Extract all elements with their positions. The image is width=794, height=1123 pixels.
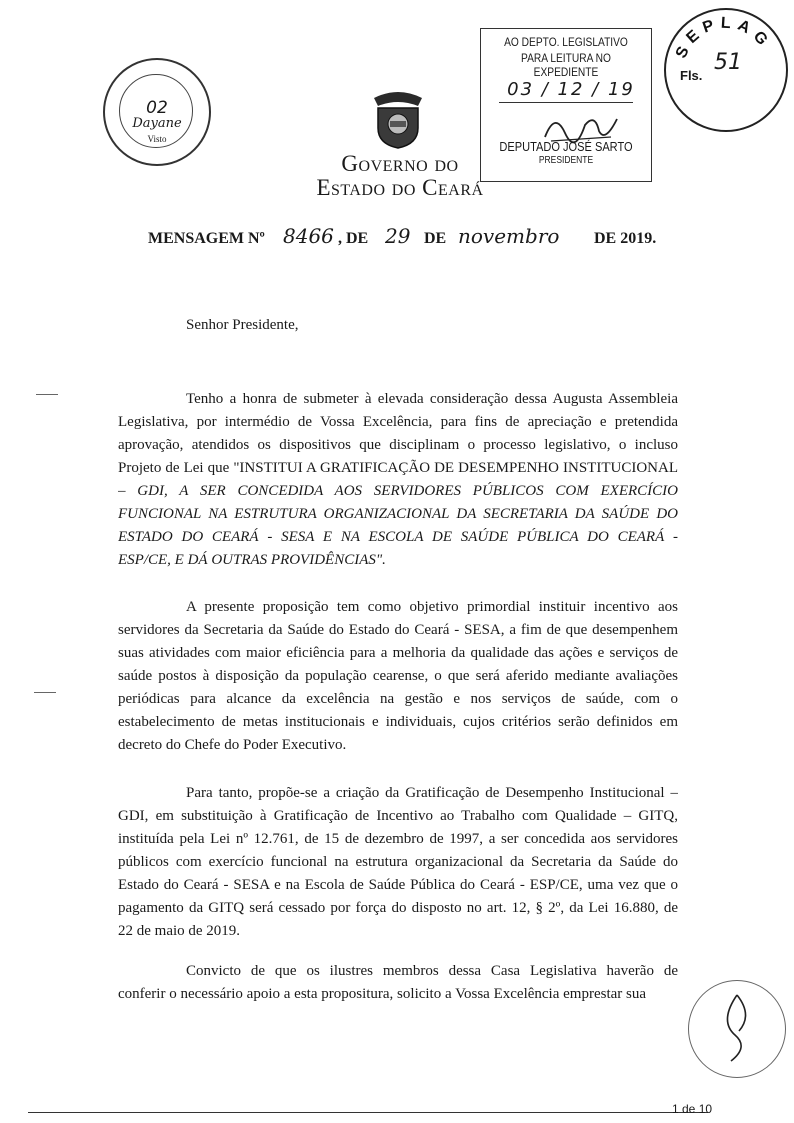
msg-day-handwritten: 29 bbox=[385, 224, 411, 248]
box-stamp-line1: AO DEPTO. LEGISLATIVO bbox=[504, 35, 628, 49]
paragraph-line: 22 de maio de 2019. bbox=[118, 923, 241, 939]
msg-sep-de: , DE bbox=[338, 230, 369, 247]
paragraph-line: públicos com exercício funcional na estrutura organizacional da Secretaria da Saúde do bbox=[118, 854, 678, 870]
paragraph-line: servidores da Secretaria da Saúde do Estado do Ceará - SESA, a fim de que desempenhem bbox=[118, 622, 678, 638]
paragraph-line: Convicto de que os ilustres membros dessa Casa Legislativa haverão de bbox=[186, 963, 678, 979]
paragraph-line: conferir o necessário apoio a esta propositura, solicito a Vossa Excelência emprestar sua bbox=[118, 986, 647, 1002]
seplag-page-number: 51 bbox=[714, 50, 742, 75]
box-stamp-date-underline bbox=[499, 102, 633, 103]
page-number: 1 de 10 bbox=[672, 1102, 713, 1116]
msg-label: MENSAGEM Nº bbox=[148, 230, 265, 247]
margin-mark bbox=[34, 692, 56, 693]
paragraph-line: estabelecimento de metas institucionais e individuais, cujos critérios serão definidos em bbox=[118, 714, 678, 730]
paragraph-line: GDI, em substituição à Gratificação de Incentivo ao Trabalho com Qualidade – GITQ, bbox=[118, 808, 678, 824]
stamp-protocol-number: 02 bbox=[146, 98, 168, 118]
paragraph-line: periódicas para alcance da excelência na gestão e nos serviços de saúde, com o bbox=[118, 691, 678, 707]
svg-text:SEPLAG: SEPLAG bbox=[672, 14, 775, 62]
paragraph-line: ESP/CE, E DÁ OUTRAS PROVIDÊNCIAS". bbox=[118, 552, 386, 568]
margin-mark bbox=[36, 394, 58, 395]
stamp-visto: Visto bbox=[147, 134, 167, 144]
paragraph-line: Estado do Ceará - SESA e na Escola de Saúde Pública do Ceará - ESP/CE, uma vez que o bbox=[118, 877, 678, 893]
seplag-fls-label: Fls. bbox=[680, 68, 703, 83]
paragraph-line: instituída pela Lei nº 12.761, de 15 de dezembro de 1997, a ser concedida aos servidores bbox=[118, 831, 678, 847]
msg-sep-de2: DE bbox=[424, 230, 447, 247]
paragraph-line: decreto do Chefe do Poder Executivo. bbox=[118, 737, 347, 753]
paragraph-line: Projeto de Lei que "INSTITUI A GRATIFICAÇÃO DE DESEMPENHO INSTITUCIONAL bbox=[118, 460, 678, 476]
msg-month-handwritten: novembro bbox=[458, 224, 560, 248]
paragraph-1 bbox=[118, 388, 678, 572]
paragraph-line: FUNCIONAL NA ESTRUTURA ORGANIZACIONAL DA SECRETARIA DA SAÚDE DO bbox=[118, 506, 678, 522]
greeting: Senhor Presidente, bbox=[186, 317, 299, 333]
stamp-handwritten-signature: Dayane bbox=[132, 116, 182, 131]
footer-rule bbox=[28, 1112, 708, 1113]
paragraph-line: Para tanto, propõe-se a criação da Gratificação de Desempenho Institucional – bbox=[186, 785, 678, 801]
paragraph-line: A presente proposição tem como objetivo primordial instituir incentivo aos bbox=[186, 599, 678, 615]
paragraph-line: ESTADO DO CEARÁ - SESA E NA ESCOLA DE SAÚDE PÚBLICA DO CEARÁ - bbox=[118, 529, 678, 545]
assembleia-protocol-stamp bbox=[103, 58, 211, 166]
state-crest-icon bbox=[368, 88, 428, 150]
paragraph-2 bbox=[118, 596, 678, 757]
page-rubric-stamp bbox=[688, 980, 786, 1078]
paragraph-line: Tenho a honra de submeter à elevada consideração dessa Augusta Assembleia bbox=[186, 391, 678, 407]
msg-number-handwritten: 8466 bbox=[283, 224, 334, 248]
rubric-signature-scribble bbox=[709, 991, 765, 1067]
paragraph-line: Legislativa, por intermédio de Vossa Excelência, para fins de apreciação e pretendida bbox=[118, 414, 678, 430]
gov-line2: Estado do Ceará bbox=[316, 175, 484, 200]
paragraph-line: aprovação, atendidos os dispositivos que disciplinam o processo legislativo, o incluso bbox=[118, 437, 678, 453]
seplag-stamp bbox=[664, 8, 788, 132]
legislative-reading-stamp bbox=[480, 28, 652, 182]
box-stamp-date: 03 / 12 / 19 bbox=[507, 79, 635, 100]
msg-year: DE 2019. bbox=[594, 230, 657, 247]
box-stamp-signer: DEPUTADO JOSÉ SARTO bbox=[499, 139, 633, 154]
box-stamp-line2: PARA LEITURA NO EXPEDIENTE bbox=[521, 51, 611, 79]
paragraph-line: – GDI, A SER CONCEDIDA AOS SERVIDORES PÚBLICOS COM EXERCÍCIO bbox=[118, 483, 678, 499]
gov-line1: Governo do bbox=[341, 151, 459, 176]
government-header bbox=[300, 152, 500, 200]
box-stamp-role: PRESIDENTE bbox=[538, 155, 594, 166]
paragraph-line: pagamento da GITQ será cessado por força do disposto no art. 12, § 2º, da Lei 16.880, de bbox=[118, 900, 678, 916]
paragraph-line: suas atividades com maior eficiência para a melhoria da qualidade das ações e serviços de bbox=[118, 645, 678, 661]
paragraph-3 bbox=[118, 782, 678, 943]
paragraph-4 bbox=[118, 960, 678, 1006]
paragraph-line: saúde postos à disposição da população cearense, o que será aferido mediante avaliações bbox=[118, 668, 678, 684]
